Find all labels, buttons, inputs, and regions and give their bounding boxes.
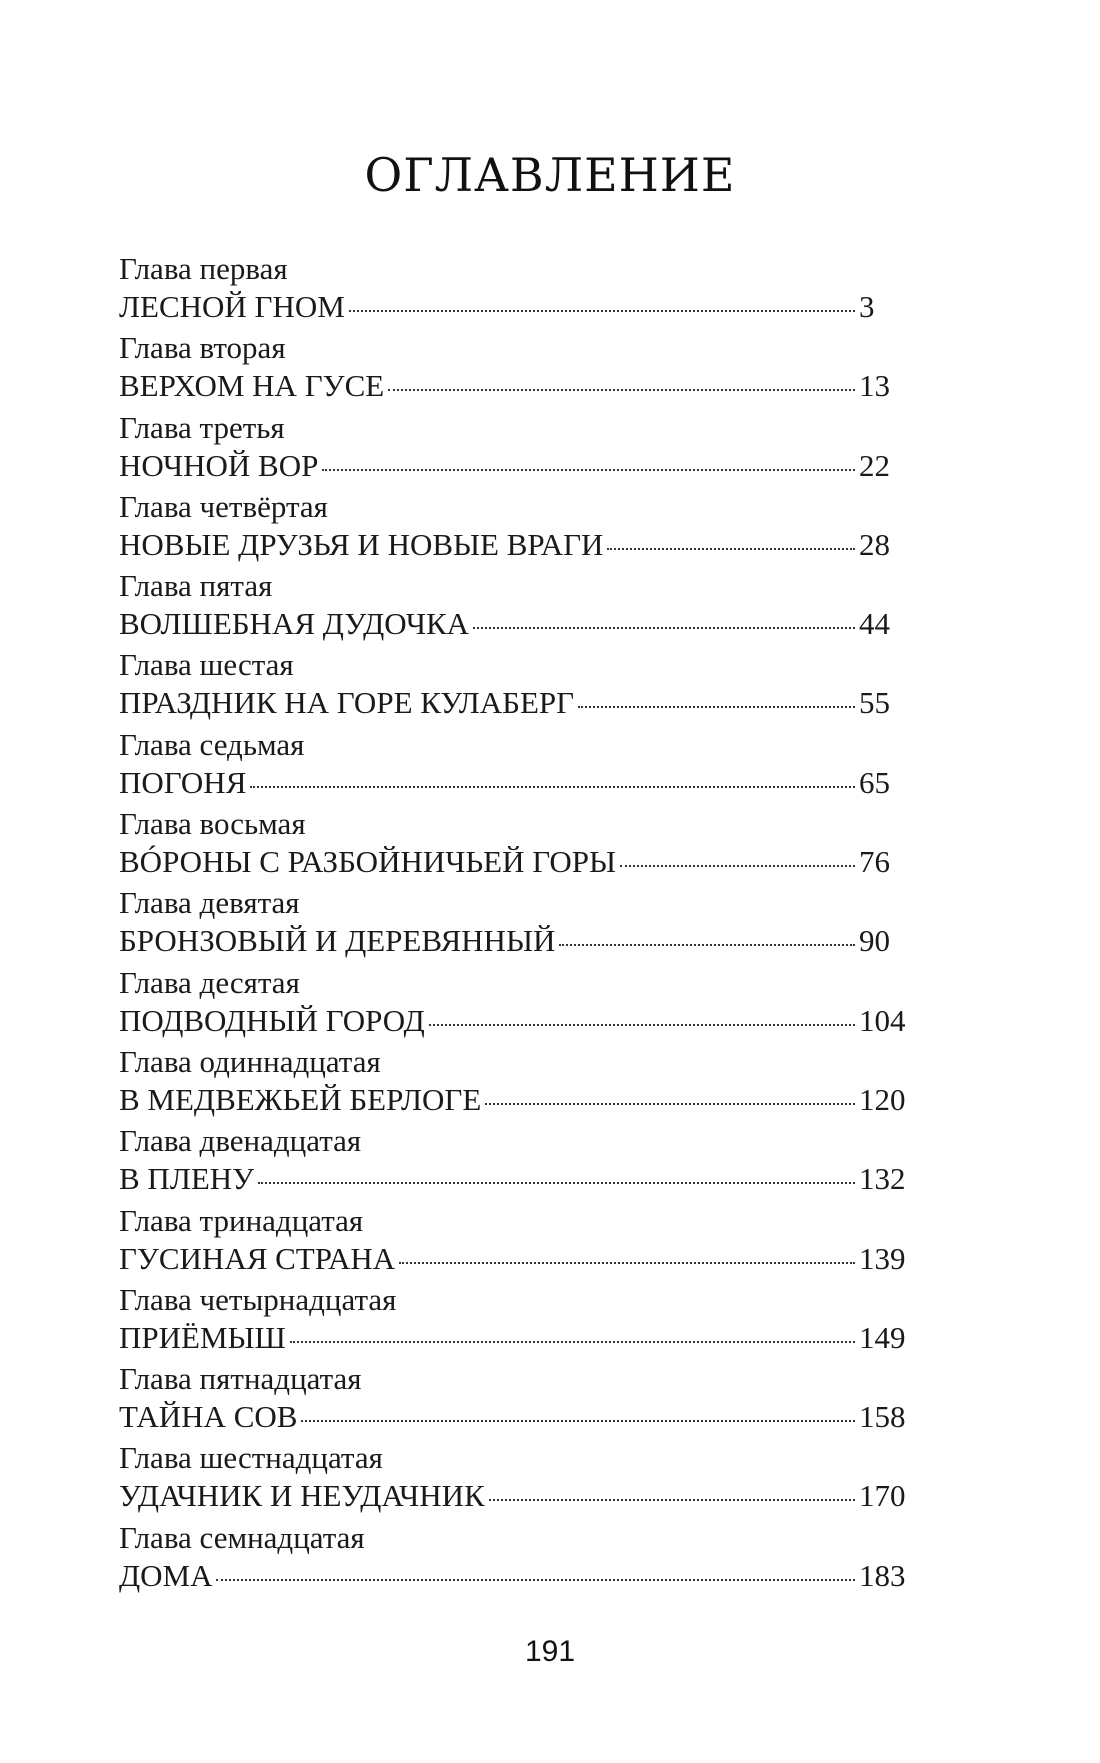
page-ref: 90 (859, 923, 890, 959)
chapter-title: ПРАЗДНИК НА ГОРЕ КУЛАБЕРГ (119, 685, 575, 721)
chapter-title: ТАЙНА СОВ (119, 1399, 298, 1435)
toc-entry[interactable] (119, 569, 919, 648)
chapter-number: Глава тринадцатая (119, 1202, 364, 1238)
dot-leader (607, 548, 855, 550)
chapter-number: Глава четвёртая (119, 488, 328, 524)
chapter-title: БРОНЗОВЫЙ И ДЕРЕВЯННЫЙ (119, 923, 556, 959)
toc-entry[interactable] (119, 252, 919, 331)
chapter-title: ВÓРОНЫ С РАЗБОЙНИЧЬЕЙ ГОРЫ (119, 844, 617, 880)
page-ref: 22 (859, 447, 890, 483)
page-ref: 104 (859, 1002, 906, 1038)
dot-leader (489, 1499, 855, 1501)
toc-entry[interactable] (119, 1283, 919, 1362)
dot-leader (322, 469, 855, 471)
toc-entry[interactable] (119, 807, 919, 886)
chapter-number: Глава вторая (119, 330, 286, 366)
chapter-title: ВЕРХОМ НА ГУСЕ (119, 368, 385, 404)
chapter-title: В ПЛЕНУ (119, 1161, 255, 1197)
chapter-number: Глава восьмая (119, 806, 306, 842)
toc-entry[interactable] (119, 411, 919, 490)
dot-leader (388, 389, 855, 391)
dot-leader (250, 786, 855, 788)
toc-entry[interactable] (119, 1124, 919, 1203)
table-of-contents (119, 252, 919, 1600)
chapter-title: ПОГОНЯ (119, 764, 247, 800)
page-ref: 13 (859, 368, 890, 404)
page-number: 191 (524, 1635, 576, 1668)
page-ref: 55 (859, 685, 890, 721)
chapter-number: Глава третья (119, 409, 285, 445)
dot-leader (301, 1420, 855, 1422)
chapter-title: НОВЫЕ ДРУЗЬЯ И НОВЫЕ ВРАГИ (119, 526, 604, 562)
chapter-title: ЛЕСНОЙ ГНОМ (119, 289, 345, 324)
chapter-number: Глава первая (119, 251, 288, 286)
page-ref: 65 (859, 764, 890, 800)
page-ref: 120 (859, 1081, 906, 1117)
dot-leader (399, 1262, 855, 1264)
chapter-number: Глава семнадцатая (119, 1519, 365, 1555)
chapter-title: ДОМА (119, 1557, 213, 1593)
page-ref: 139 (859, 1240, 906, 1276)
page-ref: 44 (859, 606, 890, 642)
dot-leader (216, 1579, 855, 1581)
chapter-title: НОЧНОЙ ВОР (119, 447, 319, 483)
chapter-number: Глава девятая (119, 885, 300, 921)
dot-leader (559, 944, 855, 946)
chapter-number: Глава пятая (119, 568, 273, 604)
dot-leader (620, 865, 855, 867)
chapter-title: ПОДВОДНЫЙ ГОРОД (119, 1002, 425, 1038)
toc-entry[interactable] (119, 1362, 919, 1441)
chapter-number: Глава четырнадцатая (119, 1281, 397, 1317)
toc-entry[interactable] (119, 1045, 919, 1124)
toc-entry[interactable] (119, 1521, 919, 1600)
toc-entry[interactable] (119, 648, 919, 727)
chapter-title: ГУСИНАЯ СТРАНА (119, 1240, 396, 1276)
toc-entry[interactable] (119, 886, 919, 965)
toc-entry[interactable] (119, 331, 919, 410)
dot-leader (485, 1103, 855, 1105)
page-ref: 76 (859, 844, 890, 880)
page-ref: 149 (859, 1319, 906, 1355)
toc-entry[interactable] (119, 1204, 919, 1283)
chapter-number: Глава пятнадцатая (119, 1361, 362, 1397)
dot-leader (290, 1341, 855, 1343)
chapter-number: Глава шестнадцатая (119, 1440, 383, 1476)
page-ref: 3 (859, 289, 875, 324)
dot-leader (258, 1182, 855, 1184)
dot-leader (578, 706, 855, 708)
chapter-title: УДАЧНИК И НЕУДАЧНИК (119, 1478, 485, 1514)
chapter-title: ПРИЁМЫШ (119, 1319, 286, 1355)
page-ref: 28 (859, 526, 890, 562)
toc-entry[interactable] (119, 1441, 919, 1520)
page-ref: 158 (859, 1399, 906, 1435)
chapter-number: Глава двенадцатая (119, 1123, 362, 1159)
page-title: ОГЛАВЛЕНИЕ (364, 148, 736, 202)
page-ref: 170 (859, 1478, 906, 1514)
chapter-number: Глава десятая (119, 964, 300, 1000)
chapter-title: ВОЛШЕБНАЯ ДУДОЧКА (119, 606, 470, 642)
chapter-title: В МЕДВЕЖЬЕЙ БЕРЛОГЕ (119, 1081, 482, 1117)
dot-leader (473, 627, 855, 629)
chapter-number: Глава седьмая (119, 726, 305, 762)
chapter-number: Глава одиннадцатая (119, 1043, 381, 1079)
toc-entry[interactable] (119, 966, 919, 1045)
chapter-number: Глава шестая (119, 647, 294, 683)
page-ref: 132 (859, 1161, 906, 1197)
toc-entry[interactable] (119, 728, 919, 807)
toc-entry[interactable] (119, 490, 919, 569)
dot-leader (349, 310, 855, 312)
dot-leader (429, 1024, 855, 1026)
page-ref: 183 (859, 1557, 906, 1593)
